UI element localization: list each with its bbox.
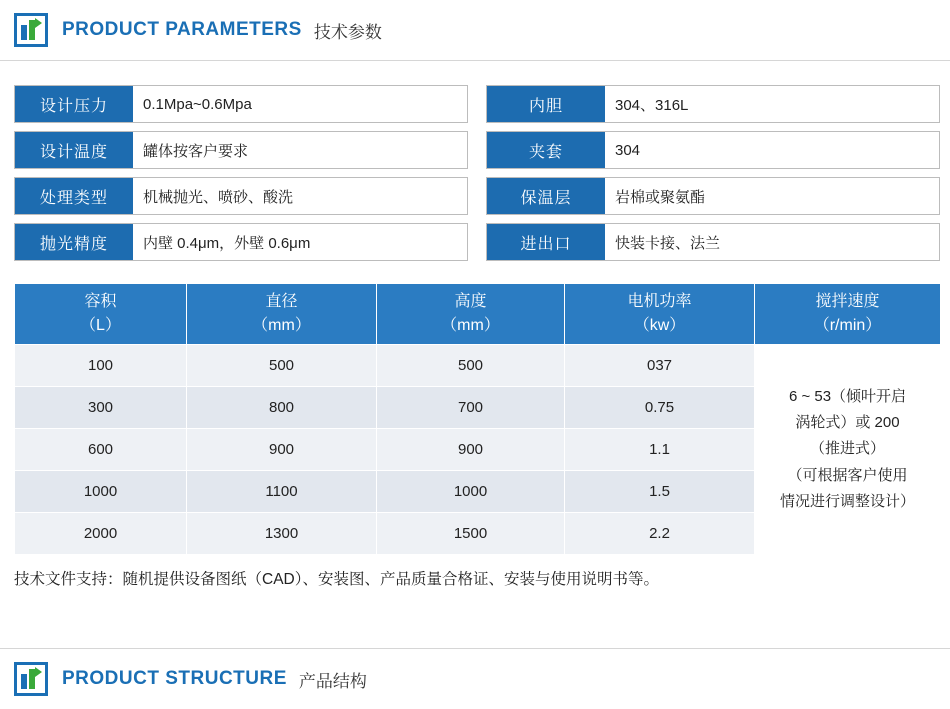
cell-height: 700 xyxy=(377,387,565,429)
column-header-diameter: 直径 （mm） xyxy=(187,284,377,345)
spec-row xyxy=(486,131,940,169)
cell-height: 900 xyxy=(377,429,565,471)
spec-value: 机械抛光、喷砂、酸洗 xyxy=(143,188,294,206)
table-header-row xyxy=(15,284,941,345)
spec-row xyxy=(486,223,940,261)
spec-key: 抛光精度 xyxy=(15,224,133,260)
spec-row xyxy=(14,85,468,123)
cell-diameter: 1300 xyxy=(187,513,377,555)
cell-height: 1000 xyxy=(377,471,565,513)
cell-power: 0.75 xyxy=(565,387,755,429)
table-row xyxy=(15,345,941,387)
section-title-en: PRODUCT STRUCTURE xyxy=(62,668,287,689)
cell-power: 037 xyxy=(565,345,755,387)
spec-row xyxy=(486,85,940,123)
cell-diameter: 800 xyxy=(187,387,377,429)
section-header-parameters xyxy=(0,0,950,60)
spec-row xyxy=(14,177,468,215)
spec-row xyxy=(486,177,940,215)
cell-volume: 600 xyxy=(15,429,187,471)
company-logo-icon xyxy=(14,662,48,696)
spec-column-left xyxy=(14,85,468,261)
spec-key: 保温层 xyxy=(487,178,605,214)
spec-value: 304、316L xyxy=(615,96,689,114)
section-structure xyxy=(0,648,950,709)
section-header-structure xyxy=(0,649,950,709)
cell-height: 500 xyxy=(377,345,565,387)
spec-key: 设计压力 xyxy=(15,86,133,122)
spec-value: 岩棉或聚氨酯 xyxy=(615,188,706,206)
technical-document-note: 技术文件支持：随机提供设备图纸（CAD）、安装图、产品质量合格证、安装与使用说明书等。 xyxy=(14,571,659,588)
spec-key: 夹套 xyxy=(487,132,605,168)
cell-power: 1.1 xyxy=(565,429,755,471)
cell-power: 2.2 xyxy=(565,513,755,555)
spec-key: 设计温度 xyxy=(15,132,133,168)
company-logo-icon xyxy=(14,13,48,47)
spec-data-table-wrap xyxy=(0,261,950,555)
cell-power: 1.5 xyxy=(565,471,755,513)
spec-value: 内壁 0.4μm，外壁 0.6μm xyxy=(143,234,311,252)
section-title-en: PRODUCT PARAMETERS xyxy=(62,19,302,40)
cell-height: 1500 xyxy=(377,513,565,555)
spec-row xyxy=(14,131,468,169)
cell-mixing-speed: 6 ~ 53（倾叶开启 涡轮式）或 200 （推进式） （可根据客户使用 情况进行调整设计） xyxy=(755,345,941,555)
cell-volume: 1000 xyxy=(15,471,187,513)
section-title-cn: 产品结构 xyxy=(298,671,367,691)
cell-diameter: 500 xyxy=(187,345,377,387)
column-header-power: 电机功率 （kw） xyxy=(565,284,755,345)
column-header-mixing-speed: 搅拌速度 （r/min） xyxy=(755,284,941,345)
cell-diameter: 900 xyxy=(187,429,377,471)
column-header-height: 高度 （mm） xyxy=(377,284,565,345)
spec-value: 304 xyxy=(615,141,641,159)
cell-volume: 300 xyxy=(15,387,187,429)
spec-value: 罐体按客户要求 xyxy=(143,142,249,160)
spec-tables xyxy=(0,61,950,261)
spec-value: 0.1Mpa~0.6Mpa xyxy=(143,95,252,113)
spec-row xyxy=(14,223,468,261)
spec-key: 进出口 xyxy=(487,224,605,260)
cell-volume: 100 xyxy=(15,345,187,387)
spec-key: 内胆 xyxy=(487,86,605,122)
spec-value: 快装卡接、法兰 xyxy=(615,234,721,252)
cell-volume: 2000 xyxy=(15,513,187,555)
spec-column-right xyxy=(486,85,940,261)
spec-key: 处理类型 xyxy=(15,178,133,214)
spec-data-table xyxy=(14,283,941,555)
column-header-volume: 容积 （L） xyxy=(15,284,187,345)
section-title-cn: 技术参数 xyxy=(313,22,382,42)
cell-diameter: 1100 xyxy=(187,471,377,513)
